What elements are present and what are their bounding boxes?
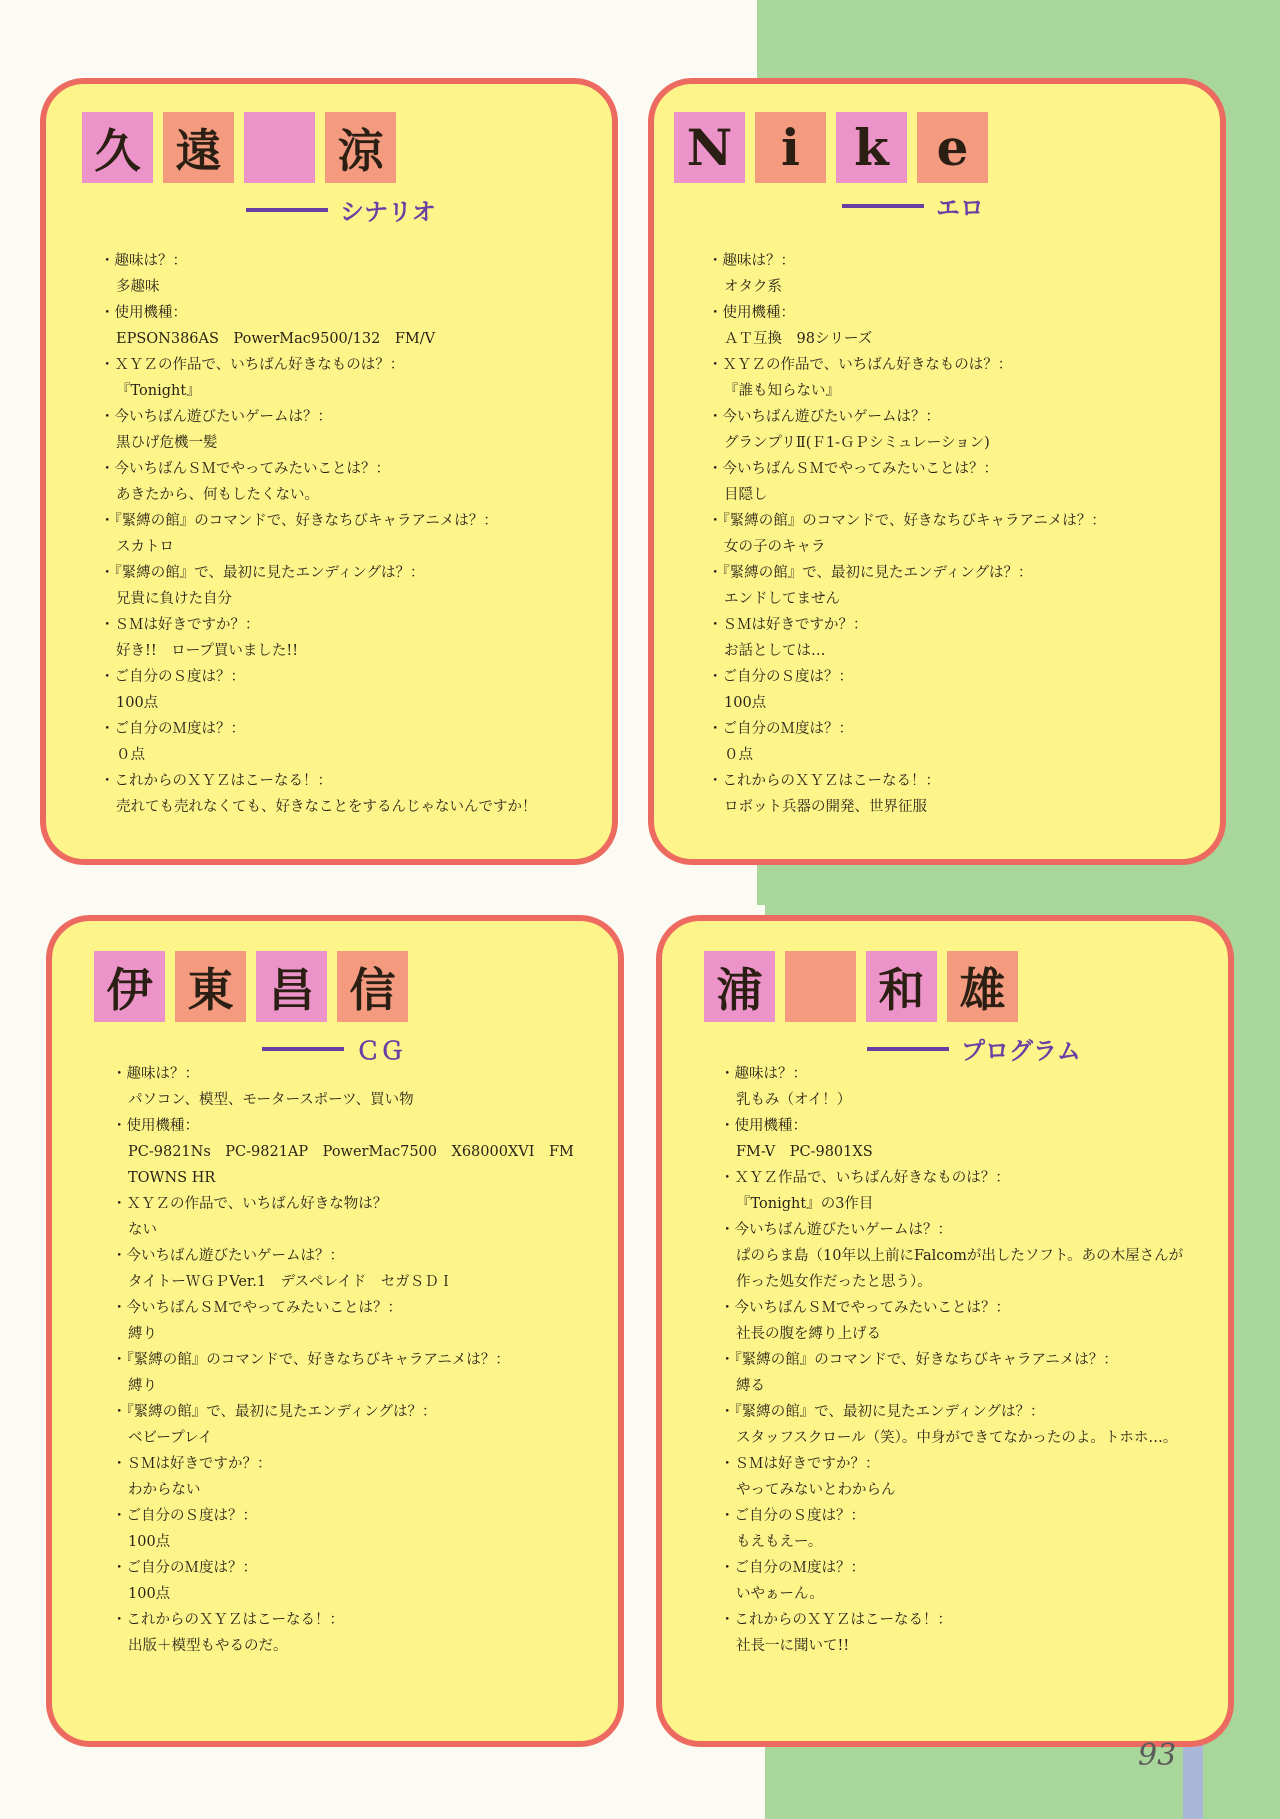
answer: お話としては… (724, 643, 826, 659)
role-rule (246, 208, 328, 212)
role-text: ＣＧ (356, 1037, 404, 1065)
role-label (842, 188, 984, 223)
question: ・ ＸＹＺの作品で、いちばん好きなものは？： (708, 352, 1186, 378)
role-rule (867, 1047, 949, 1051)
answer: スカトロ (116, 539, 174, 555)
answer: 縛り (128, 1326, 157, 1342)
question: ・ これからのＸＹＺはこーなる！： (112, 1607, 584, 1633)
question: ・ ＸＹＺの作品で、いちばん好きな物は？ (112, 1191, 584, 1217)
answer: 100点 (128, 1534, 171, 1550)
answer: ０点 (116, 747, 145, 763)
question: ・ 今いちばんＳＭでやってみたいことは？： (708, 456, 1186, 482)
answer: 社長一に聞いて!! (736, 1638, 850, 1654)
profile-card-ito (46, 915, 624, 1747)
answer: 目隠し (724, 487, 768, 503)
name-char: e (917, 112, 988, 183)
question: ・ 今いちばん遊びたいゲームは？： (708, 404, 1186, 430)
name-tiles (704, 951, 1018, 1022)
answer: 『誰も知らない』 (724, 383, 840, 399)
answer: ロボット兵器の開発、世界征服 (724, 799, 927, 815)
answer: ぱのらま島（10年以上前にFalcomが出したソフト。あの木屋さんが作った処女作だったと思う）。 (736, 1248, 1184, 1290)
role-text: シナリオ (340, 198, 436, 226)
question: ・ 『緊縛の館』で、最初に見たエンディングは？： (112, 1399, 584, 1425)
question: ・ 『緊縛の館』のコマンドで、好きなちびキャラアニメは？： (720, 1347, 1194, 1373)
answer: 100点 (116, 695, 159, 711)
answer: ない (128, 1222, 157, 1238)
question: ・ 今いちばんＳＭでやってみたいことは？： (100, 456, 578, 482)
question: ・ ＳＭは好きですか？： (720, 1451, 1194, 1477)
answer: 売れても売れなくても、好きなことをするんじゃないんですか！ (116, 799, 537, 815)
answer: やってみないとわからん (736, 1482, 896, 1498)
answer: 縛り (128, 1378, 157, 1394)
question: ・ 『緊縛の館』のコマンドで、好きなちびキャラアニメは？： (100, 508, 578, 534)
answer: ベビープレイ (128, 1430, 213, 1446)
question: ・ これからのＸＹＺはこーなる！： (708, 768, 1186, 794)
name-char: 雄 (947, 951, 1018, 1022)
name-char: 昌 (256, 951, 327, 1022)
answer: EPSON386AS PowerMac9500/132 FM/V (116, 331, 436, 347)
name-char: 涼 (325, 112, 396, 183)
question: ・ ご自分のＭ度は？： (112, 1555, 584, 1581)
question: ・ ＸＹＺ作品で、いちばん好きなものは？： (720, 1165, 1194, 1191)
question: ・ 今いちばんＳＭでやってみたいことは？： (720, 1295, 1194, 1321)
answer: 社長の腹を縛り上げる (736, 1326, 881, 1342)
question: ・ 使用機種： (720, 1113, 1194, 1139)
question: ・ 『緊縛の館』で、最初に見たエンディングは？： (708, 560, 1186, 586)
answer: タイトーＷＧＰVer.1 デスペレイド セガＳＤＩ (128, 1274, 454, 1290)
question: ・ 今いちばん遊びたいゲームは？： (100, 404, 578, 430)
qa-list (112, 1061, 584, 1659)
answer: 出版＋模型もやるのだ。 (128, 1638, 288, 1654)
question: ・ ご自分のＭ度は？： (708, 716, 1186, 742)
name-char (785, 951, 856, 1022)
name-tiles (674, 112, 988, 183)
profile-card-nike (648, 78, 1226, 865)
question: ・ これからのＸＹＺはこーなる！： (720, 1607, 1194, 1633)
question: ・ ご自分のＳ度は？： (720, 1503, 1194, 1529)
name-char: 信 (337, 951, 408, 1022)
answer: パソコン、模型、モータースポーツ、買い物 (128, 1092, 414, 1108)
page-number: 93 (1138, 1738, 1177, 1773)
answer: 好き!! ロープ買いました!! (116, 643, 299, 659)
name-char: 和 (866, 951, 937, 1022)
question: ・ ご自分のＳ度は？： (100, 664, 578, 690)
answer: PC-9821Ns PC-9821AP PowerMac7500 X68000XVI FM TOWNS HR (128, 1144, 574, 1186)
question: ・ 今いちばん遊びたいゲームは？： (720, 1217, 1194, 1243)
answer: オタク系 (724, 279, 782, 295)
question: ・ 趣味は？： (720, 1061, 1194, 1087)
name-char: 久 (82, 112, 153, 183)
answer: ０点 (724, 747, 753, 763)
question: ・ ＳＭは好きですか？： (100, 612, 578, 638)
question: ・ ご自分のＳ度は？： (112, 1503, 584, 1529)
question: ・ ご自分のＭ度は？： (720, 1555, 1194, 1581)
question: ・ ご自分のＭ度は？： (100, 716, 578, 742)
question: ・ 使用機種： (100, 300, 578, 326)
question: ・ 『緊縛の館』で、最初に見たエンディングは？： (720, 1399, 1194, 1425)
name-char (244, 112, 315, 183)
role-rule (842, 204, 924, 208)
name-char: 伊 (94, 951, 165, 1022)
question: ・ 趣味は？： (112, 1061, 584, 1087)
answer: 『Tonight』の3作目 (736, 1196, 874, 1212)
answer: もえもえー。 (736, 1534, 823, 1550)
answer: 兄貴に負けた自分 (116, 591, 232, 607)
question: ・ 今いちばんＳＭでやってみたいことは？： (112, 1295, 584, 1321)
role-label (246, 192, 436, 227)
answer: 多趣味 (116, 279, 160, 295)
qa-list (720, 1061, 1194, 1659)
role-text: プログラム (961, 1037, 1081, 1065)
name-char: 遠 (163, 112, 234, 183)
question: ・ 今いちばん遊びたいゲームは？： (112, 1243, 584, 1269)
name-tiles (82, 112, 396, 183)
question: ・ 使用機種： (708, 300, 1186, 326)
question: ・ 『緊縛の館』のコマンドで、好きなちびキャラアニメは？： (112, 1347, 584, 1373)
qa-list (708, 248, 1186, 820)
name-char: i (755, 112, 826, 183)
answer: スタッフスクロール（笑）。中身ができてなかったのよ。トホホ…。 (736, 1430, 1178, 1446)
question: ・ ＳＭは好きですか？： (112, 1451, 584, 1477)
answer: 100点 (724, 695, 767, 711)
role-rule (262, 1047, 344, 1051)
name-tiles (94, 951, 408, 1022)
question: ・ 『緊縛の館』で、最初に見たエンディングは？： (100, 560, 578, 586)
question: ・ ＸＹＺの作品で、いちばん好きなものは？： (100, 352, 578, 378)
answer: 女の子のキャラ (724, 539, 826, 555)
answer: ＡＴ互換 98シリーズ (724, 331, 873, 347)
answer: エンドしてません (724, 591, 840, 607)
role-text: エロ (936, 194, 984, 222)
question: ・ ご自分のＳ度は？： (708, 664, 1186, 690)
answer: 黒ひげ危機一髪 (116, 435, 218, 451)
answer: 『Tonight』 (116, 383, 201, 399)
name-char: 東 (175, 951, 246, 1022)
answer: 縛る (736, 1378, 765, 1394)
answer: グランプリⅡ(Ｆ1-ＧＰシミュレーション) (724, 435, 990, 451)
name-char: N (674, 112, 745, 183)
answer: わからない (128, 1482, 201, 1498)
question: ・ 趣味は？： (100, 248, 578, 274)
question: ・ ＳＭは好きですか？： (708, 612, 1186, 638)
question: ・ これからのＸＹＺはこーなる！： (100, 768, 578, 794)
question: ・ 趣味は？： (708, 248, 1186, 274)
name-char: 浦 (704, 951, 775, 1022)
answer: あきたから、何もしたくない。 (116, 487, 319, 503)
answer: いやぁーん。 (736, 1586, 824, 1602)
answer: 乳もみ（オイ！） (736, 1092, 852, 1108)
question: ・ 『緊縛の館』のコマンドで、好きなちびキャラアニメは？： (708, 508, 1186, 534)
answer: FM-V PC-9801XS (736, 1144, 873, 1160)
name-char: k (836, 112, 907, 183)
answer: 100点 (128, 1586, 171, 1602)
profile-card-kudo (40, 78, 618, 865)
question: ・ 使用機種： (112, 1113, 584, 1139)
profile-card-ura (656, 915, 1234, 1747)
qa-list (100, 248, 578, 820)
